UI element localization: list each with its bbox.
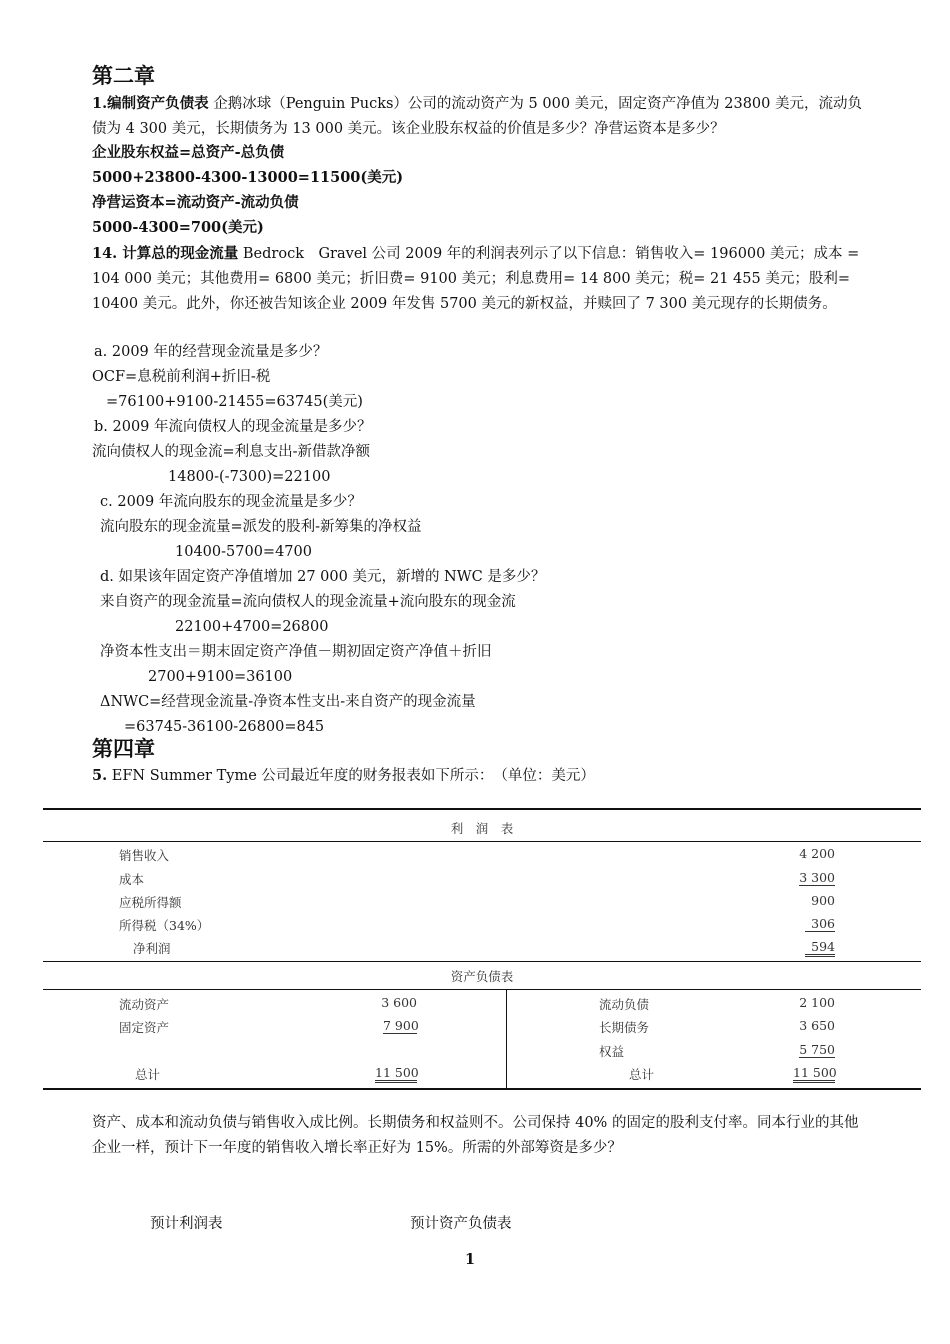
answer-14c-line-2: 10400-5700=4700 xyxy=(175,544,312,560)
answer-14d-line-5: ΔNWC=经营现金流量-净资本性支出-来自资产的现金流量 xyxy=(100,694,476,710)
income-row-value: 594 xyxy=(805,939,835,957)
income-row-value: 900 xyxy=(811,893,835,908)
balance-right-value: 11 500 xyxy=(793,1065,835,1083)
question-14a: a. 2009 年的经营现金流量是多少？ xyxy=(94,344,328,360)
financial-statements-table xyxy=(43,808,921,1090)
balance-left-value: 11 500 xyxy=(375,1065,417,1083)
question-5-text: EFN Summer Tyme 公司最近年度的财务报表如下所示： （单位：美元） xyxy=(111,768,595,784)
answer-14a-line-2: =76100+9100-21455=63745(美元) xyxy=(106,394,363,410)
income-row-label: 销售收入 xyxy=(119,848,170,863)
answer-1-line-1: 企业股东权益=总资产-总负债 xyxy=(92,144,285,161)
balance-left-label: 固定资产 xyxy=(119,1020,170,1035)
income-row-value: 4 200 xyxy=(799,846,835,861)
question-14c: c. 2009 年流向股东的现金流量是多少？ xyxy=(100,494,362,510)
balance-left-value: 3 600 xyxy=(381,995,417,1010)
answer-14a-line-1: OCF=息税前利润+折旧-税 xyxy=(92,369,271,385)
income-row-label: 净利润 xyxy=(133,941,171,956)
balance-right-label: 长期债务 xyxy=(599,1020,650,1035)
income-row-value: 3 300 xyxy=(799,870,835,885)
question-14-heading: 14. 计算总的现金流量 xyxy=(92,245,239,262)
answer-14d-line-1: 来自资产的现金流量=流向债权人的现金流量+流向股东的现金流 xyxy=(100,594,516,610)
chapter-2-title: 第二章 xyxy=(92,64,155,88)
balance-sheet-title: 资产负债表 xyxy=(450,969,514,984)
answer-14b-line-1: 流向债权人的现金流=利息支出-新借款净额 xyxy=(92,444,371,460)
balance-right-label: 总计 xyxy=(629,1067,655,1082)
answer-1-line-3: 净营运资本=流动资产-流动负债 xyxy=(92,194,299,211)
balance-right-value: 3 650 xyxy=(799,1018,835,1033)
balance-left-value: 7 900 xyxy=(383,1018,419,1033)
balance-left-label: 流动资产 xyxy=(119,997,170,1012)
question-14 xyxy=(92,241,862,317)
question-14b: b. 2009 年流向债权人的现金流量是多少？ xyxy=(94,419,372,435)
answer-14b-line-2: 14800-(-7300)=22100 xyxy=(168,469,331,485)
balance-right-value: 2 100 xyxy=(799,995,835,1010)
question-1-heading: 1.编制资产负债表 xyxy=(92,95,209,112)
question-5 xyxy=(92,766,595,786)
question-1-text: 企鹅冰球（Penguin Pucks）公司的流动资产为 5 000 美元，固定资产净值为 23800 美元，流动负债为 4 300 美元，长期债务为 13 000 美元。该企业股东权益的价值是多少？净营运资本是多少？ xyxy=(92,96,862,137)
page-number: 1 xyxy=(465,1251,476,1268)
answer-1-line-2: 5000+23800-4300-13000=11500(美元) xyxy=(92,169,404,186)
question-14-text: Bedrock Gravel 公司 2009 年的利润表列示了以下信息：销售收入= 196000 美元；成本 = 104 000 美元；其他费用= 6800 美元；折旧费= 9100 美元；利息费用= 14 800 美元；税= 21 455 美元；股利= 10400 美元。此外，你还被告知该企业 2009 年发售 5700 美元的新权益，并赎回了 7 300 美元现存的长期债务。 xyxy=(92,246,860,312)
answer-1-line-4: 5000-4300=700(美元) xyxy=(92,219,264,236)
balance-left-label: 总计 xyxy=(135,1067,161,1082)
question-14d: d. 如果该年固定资产净值增加 27 000 美元，新增的 NWC 是多少？ xyxy=(100,569,546,585)
income-row-label: 所得税（34%） xyxy=(119,918,210,933)
income-row-label: 应税所得额 xyxy=(119,895,182,910)
income-row-label: 成本 xyxy=(119,872,145,887)
balance-right-label: 流动负债 xyxy=(599,997,650,1012)
question-1 xyxy=(92,91,862,142)
answer-14d-line-3: 净资本性支出＝期末固定资产净值－期初固定资产净值＋折旧 xyxy=(100,644,492,660)
answer-14d-line-2: 22100+4700=26800 xyxy=(175,619,329,635)
income-row-value: 306 xyxy=(805,916,835,932)
answer-14c-line-1: 流向股东的现金流量=派发的股利-新筹集的净权益 xyxy=(100,519,422,535)
question-5-heading: 5. xyxy=(92,767,108,784)
balance-right-value: 5 750 xyxy=(799,1042,835,1057)
question-5-note: 资产、成本和流动负债与销售收入成比例。长期债务和权益则不。公司保持 40% 的固定的股利支付率。同本行业的其他企业一样，预计下一年度的销售收入增长率正好为 15%。所需的外部筹资是多少？ xyxy=(92,1115,859,1156)
chapter-4-title: 第四章 xyxy=(92,737,155,761)
answer-14d-line-6: =63745-36100-26800=845 xyxy=(124,719,325,735)
projected-income-label: 预计利润表 xyxy=(150,1216,223,1232)
balance-right-label: 权益 xyxy=(599,1044,625,1059)
income-statement-title: 利 润 表 xyxy=(450,821,514,836)
answer-14d-line-4: 2700+9100=36100 xyxy=(148,669,293,685)
projected-balance-label: 预计资产负债表 xyxy=(410,1216,512,1232)
